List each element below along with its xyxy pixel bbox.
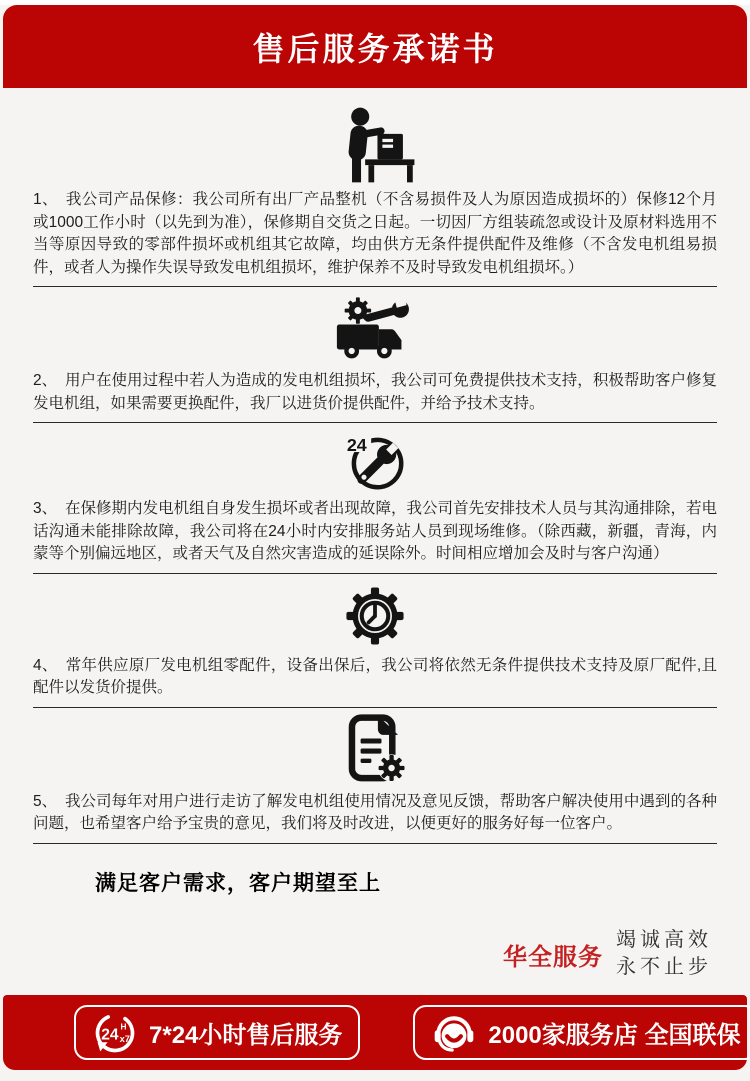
24h-wrench-icon — [343, 429, 407, 493]
svg-text:x7: x7 — [119, 1033, 130, 1044]
national-warranty-label: 2000家服务店 全国联保 — [488, 1022, 741, 1049]
customer-slogan: 满足客户需求，客户期望至上 — [95, 872, 381, 895]
svg-text:24: 24 — [346, 434, 367, 455]
technician-service-icon — [329, 106, 421, 184]
clause-text-4: 4、 常年供应原厂发电机组零配件，设备出保后，我公司将依然无条件提供技术支持及原厂配件,且配件以发货价提供。 — [33, 656, 717, 696]
page-title: 售后服务承诺书 — [252, 30, 498, 67]
clause-text-3: 3、 在保修期内发电机组自身发生损坏或者出现故障，我公司首先安排技术人员与其沟通排除，若电话沟通未能排除故障，我公司将在24小时内安排服务站人员到现场维修。（除西藏，新疆，青海，内蒙等个别偏远地区，或者天气及自然灾害造成的延误除外。时间相应增加会及时与客户沟通） — [33, 500, 717, 562]
svg-text:24: 24 — [101, 1025, 119, 1043]
clause-text-2: 2、 用户在使用过程中若人为造成的发电机组损坏，我公司可免费提供技术支持，积极帮助客户修复发电机组，如果需要更换配件，我厂以进货价提供配件，并给予技术支持。 — [33, 372, 717, 412]
clause-text-1: 1、 我公司产品保修：我公司所有出厂产品整机（不含易损件及人为原因造成损坏的）保修12个月或1000工作小时（以先到为准），保修期自交货之日起。一切因厂方组装疏忽或设计及原材料选用不当等原因导致的零部件损坏或机组其它故障，均由供方无条件提供配件及维修（不含发电机组易损件，或者人为操作失误导致发电机组损坏，维护保养不及时导致发电机组损坏。） — [33, 191, 717, 276]
brand-tagline-line1: 竭诚高效 — [616, 929, 712, 951]
brand-tagline-line2: 永不止步 — [616, 956, 712, 978]
service-report-icon — [339, 714, 411, 786]
brand-name: 华全服务 — [503, 943, 603, 971]
section-spare-parts — [33, 574, 717, 708]
footer-bar — [3, 995, 747, 1070]
brand-signature — [503, 927, 712, 981]
customer-service-icon — [431, 1010, 477, 1056]
repair-truck-icon — [332, 295, 418, 365]
page-header — [3, 5, 747, 88]
brand-tagline — [616, 927, 712, 981]
hotline-24h-label: 7*24小时售后服务 — [149, 1022, 343, 1049]
section-icon-row — [33, 423, 717, 493]
section-repair-support — [33, 287, 717, 423]
section-warranty — [33, 88, 717, 287]
gear-clock-icon — [341, 582, 409, 650]
section-icon-row — [33, 708, 717, 786]
hotline-24h-button[interactable] — [74, 1005, 360, 1060]
24x7-badge-icon — [92, 1010, 138, 1056]
clause-text-5: 5、 我公司每年对用户进行走访了解发电机组使用情况及意见反馈，帮助客户解决使用中遇到的各种问题，也希望客户给予宝贵的意见，我们将及时改进，以便更好的服务好每一位客户。 — [33, 792, 717, 832]
section-24h-response — [33, 423, 717, 574]
service-clauses — [0, 88, 750, 844]
section-divider — [33, 843, 717, 844]
svg-text:H: H — [120, 1021, 127, 1031]
national-warranty-button[interactable] — [413, 1005, 750, 1060]
section-icon-row — [33, 574, 717, 650]
section-icon-row — [33, 287, 717, 365]
section-icon-row — [33, 88, 717, 184]
section-customer-visits — [33, 708, 717, 844]
